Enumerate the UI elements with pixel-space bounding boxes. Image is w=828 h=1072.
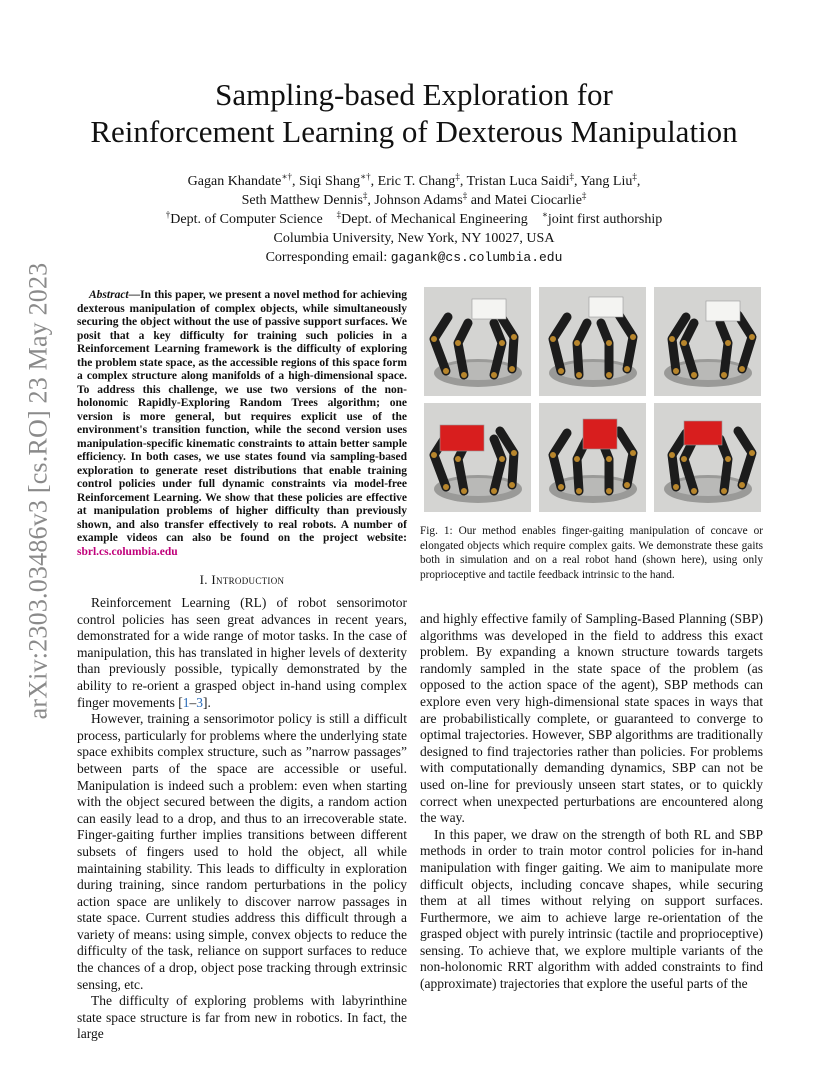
section-title: Introduction (211, 572, 285, 587)
robot-hand-photo (424, 287, 531, 396)
author-mark: ∗† (281, 171, 292, 182)
author-mark: ‡ (632, 171, 637, 182)
paragraph (77, 595, 407, 711)
author-block (0, 172, 828, 267)
paper-title (0, 76, 828, 150)
citation-dash: – (189, 694, 197, 710)
section-heading (77, 572, 407, 588)
citation-link[interactable]: 3 (196, 694, 203, 710)
arxiv-id: arXiv:2303.03486v3 [cs.RO] 23 May 2023 (23, 262, 52, 720)
abstract-label: Abstract (89, 289, 129, 301)
author-line-1: Gagan Khandate∗†, Siqi Shang∗†, Eric T. Chang‡, Tristan Luca Saidi‡, Yang Liu‡, (187, 171, 641, 189)
university-line: Columbia University, New York, NY 10027, USA (273, 231, 555, 246)
robot-hand-photo (539, 287, 646, 396)
author-mark: ‡ (462, 190, 468, 201)
affiliation: Dept. of Computer Science (170, 212, 323, 227)
paragraph: The difficulty of exploring problems with labyrinthine state space structure is far from new in robotics. In fact, the large (77, 993, 407, 1042)
figure-caption: Fig. 1: Our method enables finger-gaiting manipulation of concave or elongated objects which require complex gaits. We demonstrate these gaits both in simulation and on a real robot hand (shown here), using only proprioceptive and tactile feedback intrinsic to the hand. (420, 525, 763, 581)
paragraph-text: ]. (202, 694, 211, 710)
figure-1 (424, 287, 761, 515)
author-mark: ∗† (360, 171, 371, 182)
arxiv-watermark (20, 262, 56, 720)
robot-hand-photo (424, 403, 531, 512)
email-line (0, 248, 828, 267)
citation-link[interactable]: 1 (182, 694, 190, 710)
author-mark: ‡ (362, 190, 368, 201)
author-name: Matei Ciocarlie (494, 193, 582, 208)
author-name: Seth Matthew Dennis (241, 193, 363, 208)
author-name: Gagan Khandate (187, 174, 282, 189)
email-address[interactable]: gagank@cs.columbia.edu (390, 250, 563, 265)
paragraph: and highly effective family of Sampling-Based Planning (SBP) algorithms was developed in the field to address this exact problem. By expanding a known structure towards targets randomly sampled in the state space of the problem (as opposed to the action space of the agent), SBP methods can explore even very high-dimensional state spaces in ways that are probabilistically complete, or guaranteed to converge to optimal trajectories. However, SBP algorithms are traditionally designed to find trajectories rather than policies. For problems with computationally demanding dynamics, SBP can not be used on-line for previously unseen start states, or to quickly correct when unexpected perturbations are encountered along the way. (420, 611, 763, 826)
title-line-2: Reinforcement Learning of Dexterous Manipulation (90, 114, 738, 149)
email-label: Corresponding email: (265, 250, 388, 265)
affiliation-mark: † (165, 209, 171, 220)
affiliation-line (0, 210, 828, 229)
intro-left-column (77, 595, 407, 1043)
abstract: Abstract—In this paper, we present a novel method for achieving dexterous manipulation of complex objects, while simultaneously securing the object without the use of passive support surfaces. We posit that a key difficulty for training such policies in a Reinforcement Learning framework is the difficulty of exploring the problem state space, as the accessible regions of this space form a complex structure along manifolds of a high-dimensional space. To address this challenge, we use two versions of the non-holonomic Rapidly-Exploring Random Trees algorithm; one version is more general, but requires explicit use of the environment's transition function, while the second version uses manipulation-specific kinematic constraints to attain better sample efficiency. In both cases, we use states found via sampling-based exploration to generate reset distributions that enable training control policies under full dynamic constraints via model-free Reinforcement Learning. We show that these policies are effective at manipulation problems of higher difficulty than previously shown, and also transfer effectively to real robots. A number of example videos can also be found on the project website: sbrl.cs.columbia.edu (77, 289, 407, 558)
affiliation-mark: ∗ (541, 209, 548, 220)
paragraph: However, training a sensorimotor policy is still a difficult process, particularly for problems where the underlying state space exhibits complex structure, such as ”narrow passages” between parts of the space are accessible or useful. Manipulation is indeed such a problem: even when starting with the object secured between the digits, a random action can easily lead to a drop, and thus to an irrecoverable state. Finger-gaiting further implies transitions between different subsets of fingers used to hold the object, all while maintaining stability. This leads to difficulty in exploration during training, since random perturbations in the policy action space are unlikely to discover narrow passages in state space. Current studies address this difficult through a variety of means: using simple, convex objects to reduce the difficulty of the task, reliance on support surfaces to reduce the chances of a drop, object pose tracking through extrinsic sensing, etc. (77, 711, 407, 992)
author-line-2: Seth Matthew Dennis‡, Johnson Adams‡ and Matei Ciocarlie‡ (241, 190, 587, 208)
section-number: I. (199, 572, 208, 587)
project-website-link[interactable]: sbrl.cs.columbia.edu (77, 545, 178, 558)
author-name: Siqi Shang (298, 174, 361, 189)
author-name: Tristan Luca Saidi (466, 174, 570, 189)
title-line-1: Sampling-based Exploration for (215, 77, 613, 112)
paragraph: In this paper, we draw on the strength of both RL and SBP methods in order to train motor control policies for in-hand manipulation with finger gaiting. We aim to manipulate more difficult objects, including concave shapes, while securing them at all times without relying on support surfaces. Furthermore, we aim to achieve large re-orientation of the grasped object with purely intrinsic (tactile and proprioceptive) sensing. To achieve that, we explore multiple variants of the non-holonomic RRT algorithm with added constraints to find (approximate) trajectories that explore the useful parts of the (420, 826, 763, 992)
robot-hand-photo (539, 403, 646, 512)
robot-hand-photo (654, 287, 761, 396)
author-mark: ‡ (455, 171, 460, 182)
author-name: Eric T. Chang (377, 174, 456, 189)
intro-right-column (420, 611, 763, 993)
abstract-text: In this paper, we present a novel method for achieving dexterous manipulation of complex objects, while simultaneously securing the object without the use of passive support surfaces. We posit that a key difficulty for training such policies in a Reinforcement Learning framework is the difficulty of exploring the problem state space, as the accessible regions of this space form a complex structure along manifolds of a high-dimensional space. To address this challenge, we use two versions of the non-holonomic Rapidly-Exploring Random Trees algorithm; one version is more general, but requires explicit use of the environment's transition function, while the second version uses manipulation-specific kinematic constraints to attain better sample efficiency. In both cases, we use states found via sampling-based exploration to generate reset distributions that enable training control policies under full dynamic constraints via model-free Reinforcement Learning. We show that these policies are effective at manipulation problems of higher difficulty than previously shown, and also transfer effectively to real robots. A number of example videos can also be found on the project website: (77, 289, 407, 544)
robot-hand-photo (654, 403, 761, 512)
affiliation: Dept. of Mechanical Engineering (341, 212, 528, 227)
author-mark: ‡ (581, 190, 587, 201)
author-mark: ‡ (569, 171, 574, 182)
author-name: Johnson Adams (374, 193, 463, 208)
author-name: Yang Liu (580, 174, 633, 189)
affiliation-mark: ‡ (336, 209, 342, 220)
affiliation: joint first authorship (547, 212, 663, 227)
paragraph-text: Reinforcement Learning (RL) of robot sensorimotor control policies has seen great advances in recent years, demonstrated for a wide range of motor tasks. In the case of manipulation, this has translated in higher levels of dexterity than previously possible, typically demonstrated by the ability to re-orient a grasped object in-hand using complex finger movements [ (77, 595, 407, 710)
